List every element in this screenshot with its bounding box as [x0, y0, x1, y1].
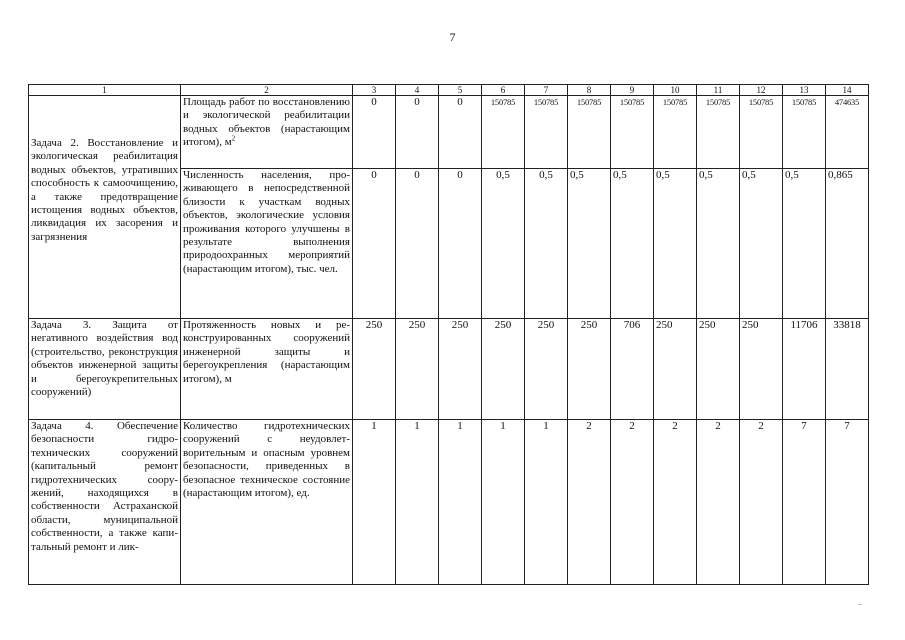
- value-cell: 2: [654, 420, 697, 585]
- value-cell: 0: [396, 96, 439, 169]
- value-cell: 250: [525, 319, 568, 420]
- value-cell: 150785: [697, 96, 740, 169]
- indicator-cell: [181, 96, 353, 169]
- value-cell: 2: [740, 420, 783, 585]
- value-cell: 7: [826, 420, 869, 585]
- table-row: [29, 420, 869, 585]
- value-cell: 2: [697, 420, 740, 585]
- value-cell: 150785: [740, 96, 783, 169]
- value-cell: 1: [439, 420, 482, 585]
- value-cell: 0: [353, 96, 396, 169]
- value-cell: 0,865: [826, 169, 869, 319]
- value-cell: 0,5: [697, 169, 740, 319]
- value-cell: 1: [482, 420, 525, 585]
- col-header: 1: [29, 85, 181, 96]
- col-header: 3: [353, 85, 396, 96]
- value-cell: 0,5: [525, 169, 568, 319]
- col-header: 4: [396, 85, 439, 96]
- value-cell: 150785: [654, 96, 697, 169]
- indicator-text: Площадь работ по восстановлению и экологической реабилитации водных объектов (нарастающим итогом), м: [183, 96, 350, 149]
- task-cell: Задача 4. Обеспечение безопасности гидротехнических сооружений (капитальный ремонт гидротехнических сооружений, находящихся в собственности Астраханской области, муниципальной собственности, а также капитальный ремонт и лик-: [29, 420, 181, 585]
- value-cell: 1: [396, 420, 439, 585]
- col-header: 2: [181, 85, 353, 96]
- value-cell: 11706: [783, 319, 826, 420]
- col-header: 13: [783, 85, 826, 96]
- value-cell: 0,5: [611, 169, 654, 319]
- value-cell: 33818: [826, 319, 869, 420]
- value-cell: 474635: [826, 96, 869, 169]
- value-cell: 250: [439, 319, 482, 420]
- col-header: 14: [826, 85, 869, 96]
- task-cell: [29, 96, 181, 319]
- col-header: 8: [568, 85, 611, 96]
- col-header: 10: [654, 85, 697, 96]
- value-cell: 0,5: [482, 169, 525, 319]
- value-cell: 7: [783, 420, 826, 585]
- indicator-cell: Протяженность новых и реконструированных сооружений инженерной защиты и берегоукрепления (нарастающим итогом), м: [181, 319, 353, 420]
- value-cell: 250: [482, 319, 525, 420]
- value-cell: 150785: [568, 96, 611, 169]
- col-header: 9: [611, 85, 654, 96]
- task-cell: Задача 3. Защита от негативного воздействия вод (строительство, реконструкция объектов инженерной защиты и берегоукрепительных сооружений): [29, 319, 181, 420]
- value-cell: 0,5: [740, 169, 783, 319]
- value-cell: 2: [611, 420, 654, 585]
- value-cell: 1: [353, 420, 396, 585]
- col-header: 7: [525, 85, 568, 96]
- value-cell: 250: [353, 319, 396, 420]
- indicators-table: [28, 84, 869, 585]
- value-cell: 150785: [482, 96, 525, 169]
- value-cell: 706: [611, 319, 654, 420]
- value-cell: 0,5: [654, 169, 697, 319]
- col-header: 11: [697, 85, 740, 96]
- scan-artifact: [858, 604, 862, 605]
- value-cell: 150785: [525, 96, 568, 169]
- table-row: [29, 96, 869, 169]
- value-cell: 0: [439, 169, 482, 319]
- indicator-cell: Численность населения, проживающего в непосредственной близости к участкам водных объектов, экологические условия проживания которого улучшены в результате выполнения природоохранных мероприятий (нарастающим итогом), тыс. чел.: [181, 169, 353, 319]
- task-text: Задача 2. Восстановление и экологическая реабилитация водных объектов, утративших способность к самоочищению, а также предотвращение истощения водных объектов, ликвидация их засорения и загрязнения: [31, 137, 178, 243]
- indicator-cell: Количество гидротехнических сооружений с неудовлетворительным и опасным уровнем безопасности, приведенных в безопасное техническое состояние (нарастающим итогом), ед.: [181, 420, 353, 585]
- value-cell: 0: [396, 169, 439, 319]
- value-cell: 1: [525, 420, 568, 585]
- value-cell: 0: [439, 96, 482, 169]
- page-number: 7: [449, 30, 456, 44]
- col-header: 12: [740, 85, 783, 96]
- table-row: [29, 319, 869, 420]
- indicator-unit-sup: 2: [231, 134, 236, 143]
- value-cell: 2: [568, 420, 611, 585]
- value-cell: 250: [396, 319, 439, 420]
- col-header: 5: [439, 85, 482, 96]
- value-cell: 0: [353, 169, 396, 319]
- col-header: 6: [482, 85, 525, 96]
- value-cell: 250: [697, 319, 740, 420]
- value-cell: 0,5: [783, 169, 826, 319]
- value-cell: 250: [654, 319, 697, 420]
- value-cell: 250: [568, 319, 611, 420]
- column-number-row: [29, 85, 869, 96]
- value-cell: 150785: [611, 96, 654, 169]
- value-cell: 150785: [783, 96, 826, 169]
- value-cell: 250: [740, 319, 783, 420]
- value-cell: 0,5: [568, 169, 611, 319]
